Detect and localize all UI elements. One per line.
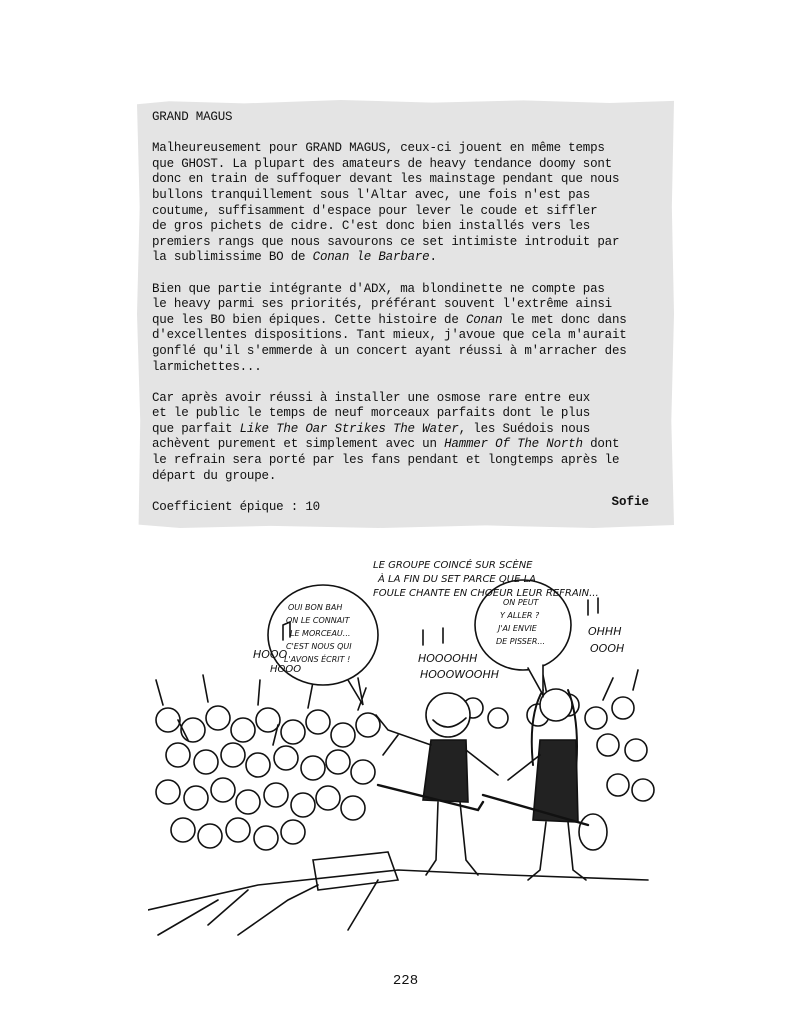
p3-emphasis-1: Like The Oar Strikes The Water [239,421,459,436]
paragraph-2 [152,282,662,376]
bubble-left-line-2: ON LE CONNAIT [286,616,350,625]
bubble-right-line-3: J'AI ENVIE [498,624,537,633]
review-text [152,110,662,531]
p3-emphasis-2: Hammer Of The North [444,437,583,452]
p1-emphasis: Conan le Barbare [312,250,430,265]
stage-edge [148,870,648,910]
page-number: 228 [392,973,419,989]
concert-cartoon [148,540,658,940]
caption-line-2: À LA FIN DU SET PARCE QUE LA [378,574,537,585]
bubble-right-line-2: Y ALLER ? [500,611,540,620]
coefficient-line: Coefficient épique : 10 [152,499,320,514]
bubble-right-line-4: DE PISSER... [496,637,546,646]
crowd-shout-right: OHHH [588,625,622,638]
author-signature: Sofie [611,495,649,509]
guitarist-figure [483,689,607,880]
singer-figure [376,693,498,875]
crowd-shout-left-2: HOOO [270,664,302,675]
bubble-right-line-1: ON PEUT [503,598,539,607]
caption-line-3: FOULE CHANTE EN CHOEUR LEUR REFRAIN... [373,588,599,599]
review-title: GRAND MAGUS [152,110,233,124]
p3-text-c: dont le refrain sera porté par les fans pendant et longtemps après le départ du groupe. [152,437,620,483]
p2-emphasis: Conan [465,312,503,327]
bubble-left-line-4: C'EST NOUS QUI [286,642,352,651]
paragraph-1 [152,141,662,266]
crowd-shout-mid: HOOOOHH [418,652,478,665]
p3-text-a: Car après avoir réussi à installer une osmose rare entre eux et le public le temps de neuf morceaux parfaits dont le plus que parfait [152,390,591,436]
caption-line-1: LE GROUPE COINCÉ SUR SCÈNE [373,560,533,571]
p3-text-b: , les Suédois nous achèvent purement et simplement avec un [152,421,591,452]
bubble-left-line-1: OUI BON BAH [288,603,343,612]
crowd-shout-left: HOOO [253,648,288,661]
p2-text-b: le met donc dans d'excellentes dispositions. Tant mieux, j'avoue que cela m'aurait gonflé qu'il s'emmerde à un concert ayant réussi à m'arracher des larmichettes... [152,312,627,374]
p1-text-b: . [429,250,437,265]
p2-text-a: Bien que partie intégrante d'ADX, ma blondinette ne compte pas le heavy parmi ses priorités, préférant souvent l'extrême ainsi que les BO bien épiques. Cette histoire de [152,281,612,327]
bubble-left-line-3: LE MORCEAU... [290,629,351,638]
crowd-shout-mid-2: HOOOWOOHH [420,668,499,681]
bubble-left-line-5: L'AVONS ÉCRIT ! [284,655,351,664]
crowd-shout-right-2: OOOH [590,642,625,655]
paragraph-3 [152,391,662,485]
p1-text-a: Malheureusement pour GRAND MAGUS, ceux-ci jouent en même temps que GHOST. La plupart des amateurs de heavy tendance doomy sont donc en train de suffoquer devant les mainstage pendant que nous bullons tranquillement sous l'Altar avec, une fois n'est pas coutume, suffisamment d'espace pour lever le coude et siffler de gros pichets de cidre. C'est donc bien installés vers les premiers rangs que nous savourons ce set intimiste introduit par la sublimissime BO de [152,141,620,265]
